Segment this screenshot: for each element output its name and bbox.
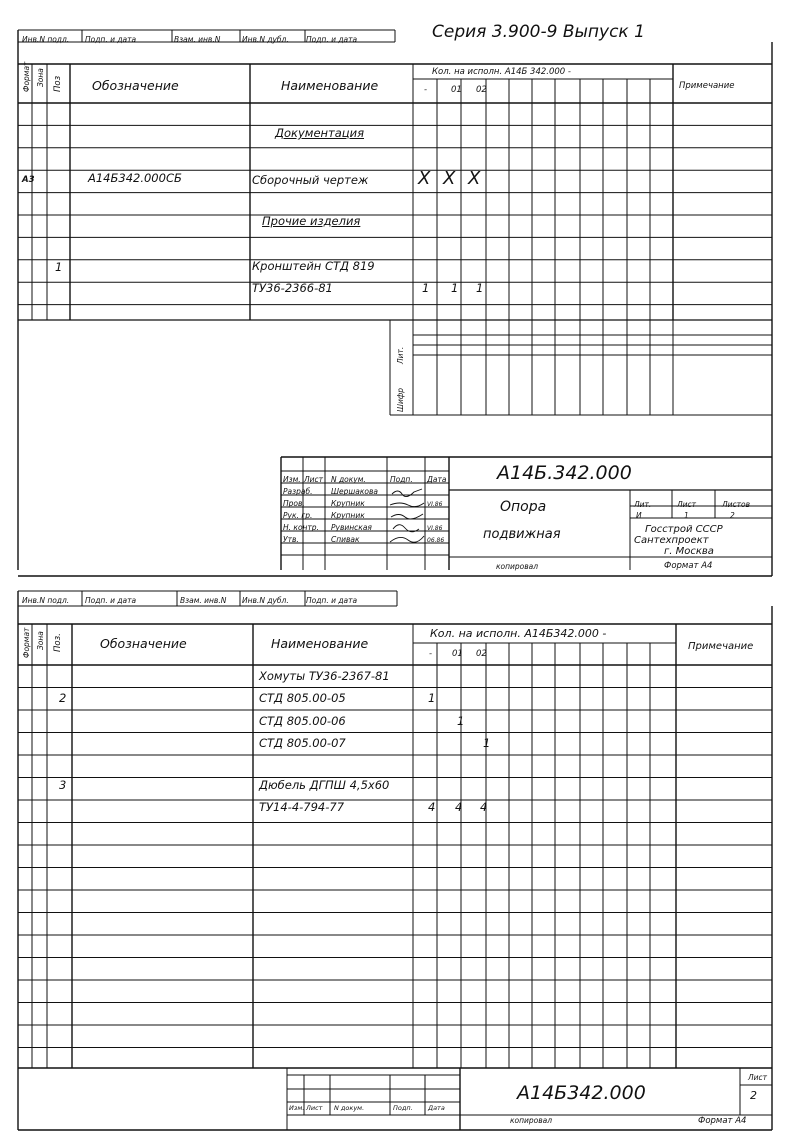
tb-person-3: Крупник (331, 511, 365, 520)
tb-hdr-list: Лист (304, 475, 324, 484)
tb-sheets-label: Листов (722, 500, 751, 509)
ft-hdr-sign: Подп. (393, 1104, 413, 1112)
row-format: А3 (22, 175, 35, 185)
row-qty-0: 1 (422, 281, 430, 295)
tb-date-2: VI.86 (427, 501, 443, 508)
stamp2-sign-date: Подп. и дата (85, 596, 137, 605)
tb-format: Формат А4 (664, 561, 713, 571)
row2-std-05-qty: 1 (428, 691, 436, 705)
signatures (388, 486, 428, 548)
stamp-sign-date-2: Подп. и дата (306, 35, 358, 44)
row2-std-07: СТД 805.00-07 (259, 736, 346, 750)
col-pos: Поз (53, 75, 63, 92)
stamp-inv-dubl: Инв.N дубл. (242, 35, 289, 44)
row2-pos-2: 2 (59, 691, 67, 705)
ft-copied: копировал (510, 1116, 553, 1125)
row-qty-02: 1 (476, 281, 484, 295)
tb-hdr-izm: Изм. (283, 475, 301, 484)
row2-tu: ТУ14-4-794-77 (259, 800, 345, 814)
tb-lit-label: Лит. (634, 500, 652, 509)
col-designation: Обозначение (92, 78, 179, 93)
col2-designation: Обозначение (100, 636, 187, 651)
tb-sheet-label: Лист (677, 500, 697, 509)
tb-role-4: Н. контр. (283, 523, 319, 532)
tb-person-1: Шершакова (331, 487, 378, 496)
qty-mark-01: X (443, 168, 456, 189)
qty-mark-02: X (468, 168, 481, 189)
row2-std-07-qty: 1 (483, 736, 491, 750)
tb-sheets-value: 2 (730, 511, 735, 520)
tb-org-3: г. Москва (664, 546, 714, 557)
ft-sheet-value: 2 (750, 1089, 757, 1102)
col-note: Примечание (679, 81, 735, 91)
tb-hdr-date: Дата (427, 475, 447, 484)
ft-hdr-doc: N докум. (334, 1104, 365, 1112)
stamp2-inv-orig: Инв.N подл. (22, 596, 70, 605)
qty-variant-01: 01 (451, 85, 462, 95)
col2-qty: Кол. на исполн. А14Б342.000 - (430, 627, 607, 640)
row2-dowel: Дюбель ДГПШ 4,5х60 (259, 778, 390, 792)
row-pos: 1 (55, 260, 63, 274)
col-format: Формат (22, 61, 31, 92)
stamp2-sign-date-2: Подп. и дата (306, 596, 358, 605)
tb-role-3: Рук. гр. (283, 511, 313, 520)
tb-hdr-sign: Подп. (390, 475, 413, 484)
side-cipher: Шифр (396, 387, 405, 412)
series-title: Серия 3.900-9 Выпуск 1 (432, 22, 645, 42)
tb-date-5: 06.86 (427, 537, 445, 544)
ft-format: Формат А4 (698, 1116, 747, 1126)
qty2-variant-0: - (429, 649, 433, 659)
col2-zone: Зона (36, 631, 45, 650)
row-designation: А14Б342.000СБ (88, 171, 182, 185)
tb-role-5: Утв. (283, 535, 299, 544)
stamp-sign-date: Подп. и дата (85, 35, 137, 44)
qty2-variant-02: 02 (476, 649, 487, 659)
tb-person-5: Спивак (331, 535, 360, 544)
row2-pos-3: 3 (59, 778, 67, 792)
row2-tu-qty-0: 4 (428, 800, 436, 814)
stamp2-inv-dubl: Инв.N дубл. (242, 596, 289, 605)
ft-sheet-label: Лист (748, 1073, 768, 1082)
ft-hdr-izm: Изм. (289, 1104, 305, 1112)
tb-copied: копировал (496, 562, 539, 571)
tb-org-1: Госстрой СССР (645, 524, 723, 535)
col2-format: Формат (22, 627, 31, 658)
row-documentation: Документация (275, 126, 365, 140)
col-zone: Зона (36, 68, 45, 87)
tb-org-2: Сантехпроект (634, 535, 709, 546)
qty-variant-02: 02 (476, 85, 487, 95)
ft-hdr-date: Дата (428, 1104, 445, 1112)
row2-tu-qty-01: 4 (455, 800, 463, 814)
tb-role-1: Разраб. (283, 487, 313, 496)
row-assembly-drawing: Сборочный чертеж (252, 173, 369, 187)
col-name: Наименование (281, 78, 379, 93)
col-qty: Кол. на исполн. А14Б 342.000 - (432, 67, 571, 77)
tb-name-2: подвижная (483, 527, 561, 542)
stamp-vzam-inv: Взам. инв.N (174, 35, 221, 44)
tb-person-2: Крупник (331, 499, 365, 508)
row-spec: ТУ36-2366-81 (252, 281, 333, 295)
col2-name: Наименование (271, 636, 369, 651)
side-lit: Лит. (396, 346, 405, 364)
stamp2-vzam-inv: Взам. инв.N (180, 596, 227, 605)
col2-note: Примечание (688, 641, 754, 652)
qty-variant-0: - (424, 85, 428, 95)
row2-tu-qty-02: 4 (480, 800, 488, 814)
qty-mark-0: X (418, 168, 431, 189)
col2-pos: Поз. (53, 633, 63, 652)
row2-std-05: СТД 805.00-05 (259, 691, 346, 705)
row-other-items: Прочие изделия (262, 214, 361, 228)
tb-hdr-doc: N докум. (331, 475, 366, 484)
row-qty-01: 1 (451, 281, 459, 295)
tb-code: А14Б.342.000 (497, 462, 632, 484)
row2-std-06: СТД 805.00-06 (259, 714, 346, 728)
stamp-inv-orig: Инв.N подл. (22, 35, 70, 44)
tb-person-4: Рувинская (331, 523, 372, 532)
row-bracket: Кронштейн СТД 819 (252, 259, 375, 273)
ft-code: А14Б342.000 (517, 1082, 646, 1104)
tb-role-2: Пров. (283, 499, 305, 508)
tb-lit-value: И (636, 511, 642, 520)
tb-sheet-value: 1 (684, 511, 689, 520)
ft-hdr-list: Лист (306, 1104, 323, 1112)
row2-clamps: Хомуты ТУ36-2367-81 (259, 669, 390, 683)
row2-std-06-qty: 1 (457, 714, 465, 728)
qty2-variant-01: 01 (452, 649, 463, 659)
tb-date-4: VI.86 (427, 525, 443, 532)
tb-name-1: Опора (500, 499, 547, 515)
